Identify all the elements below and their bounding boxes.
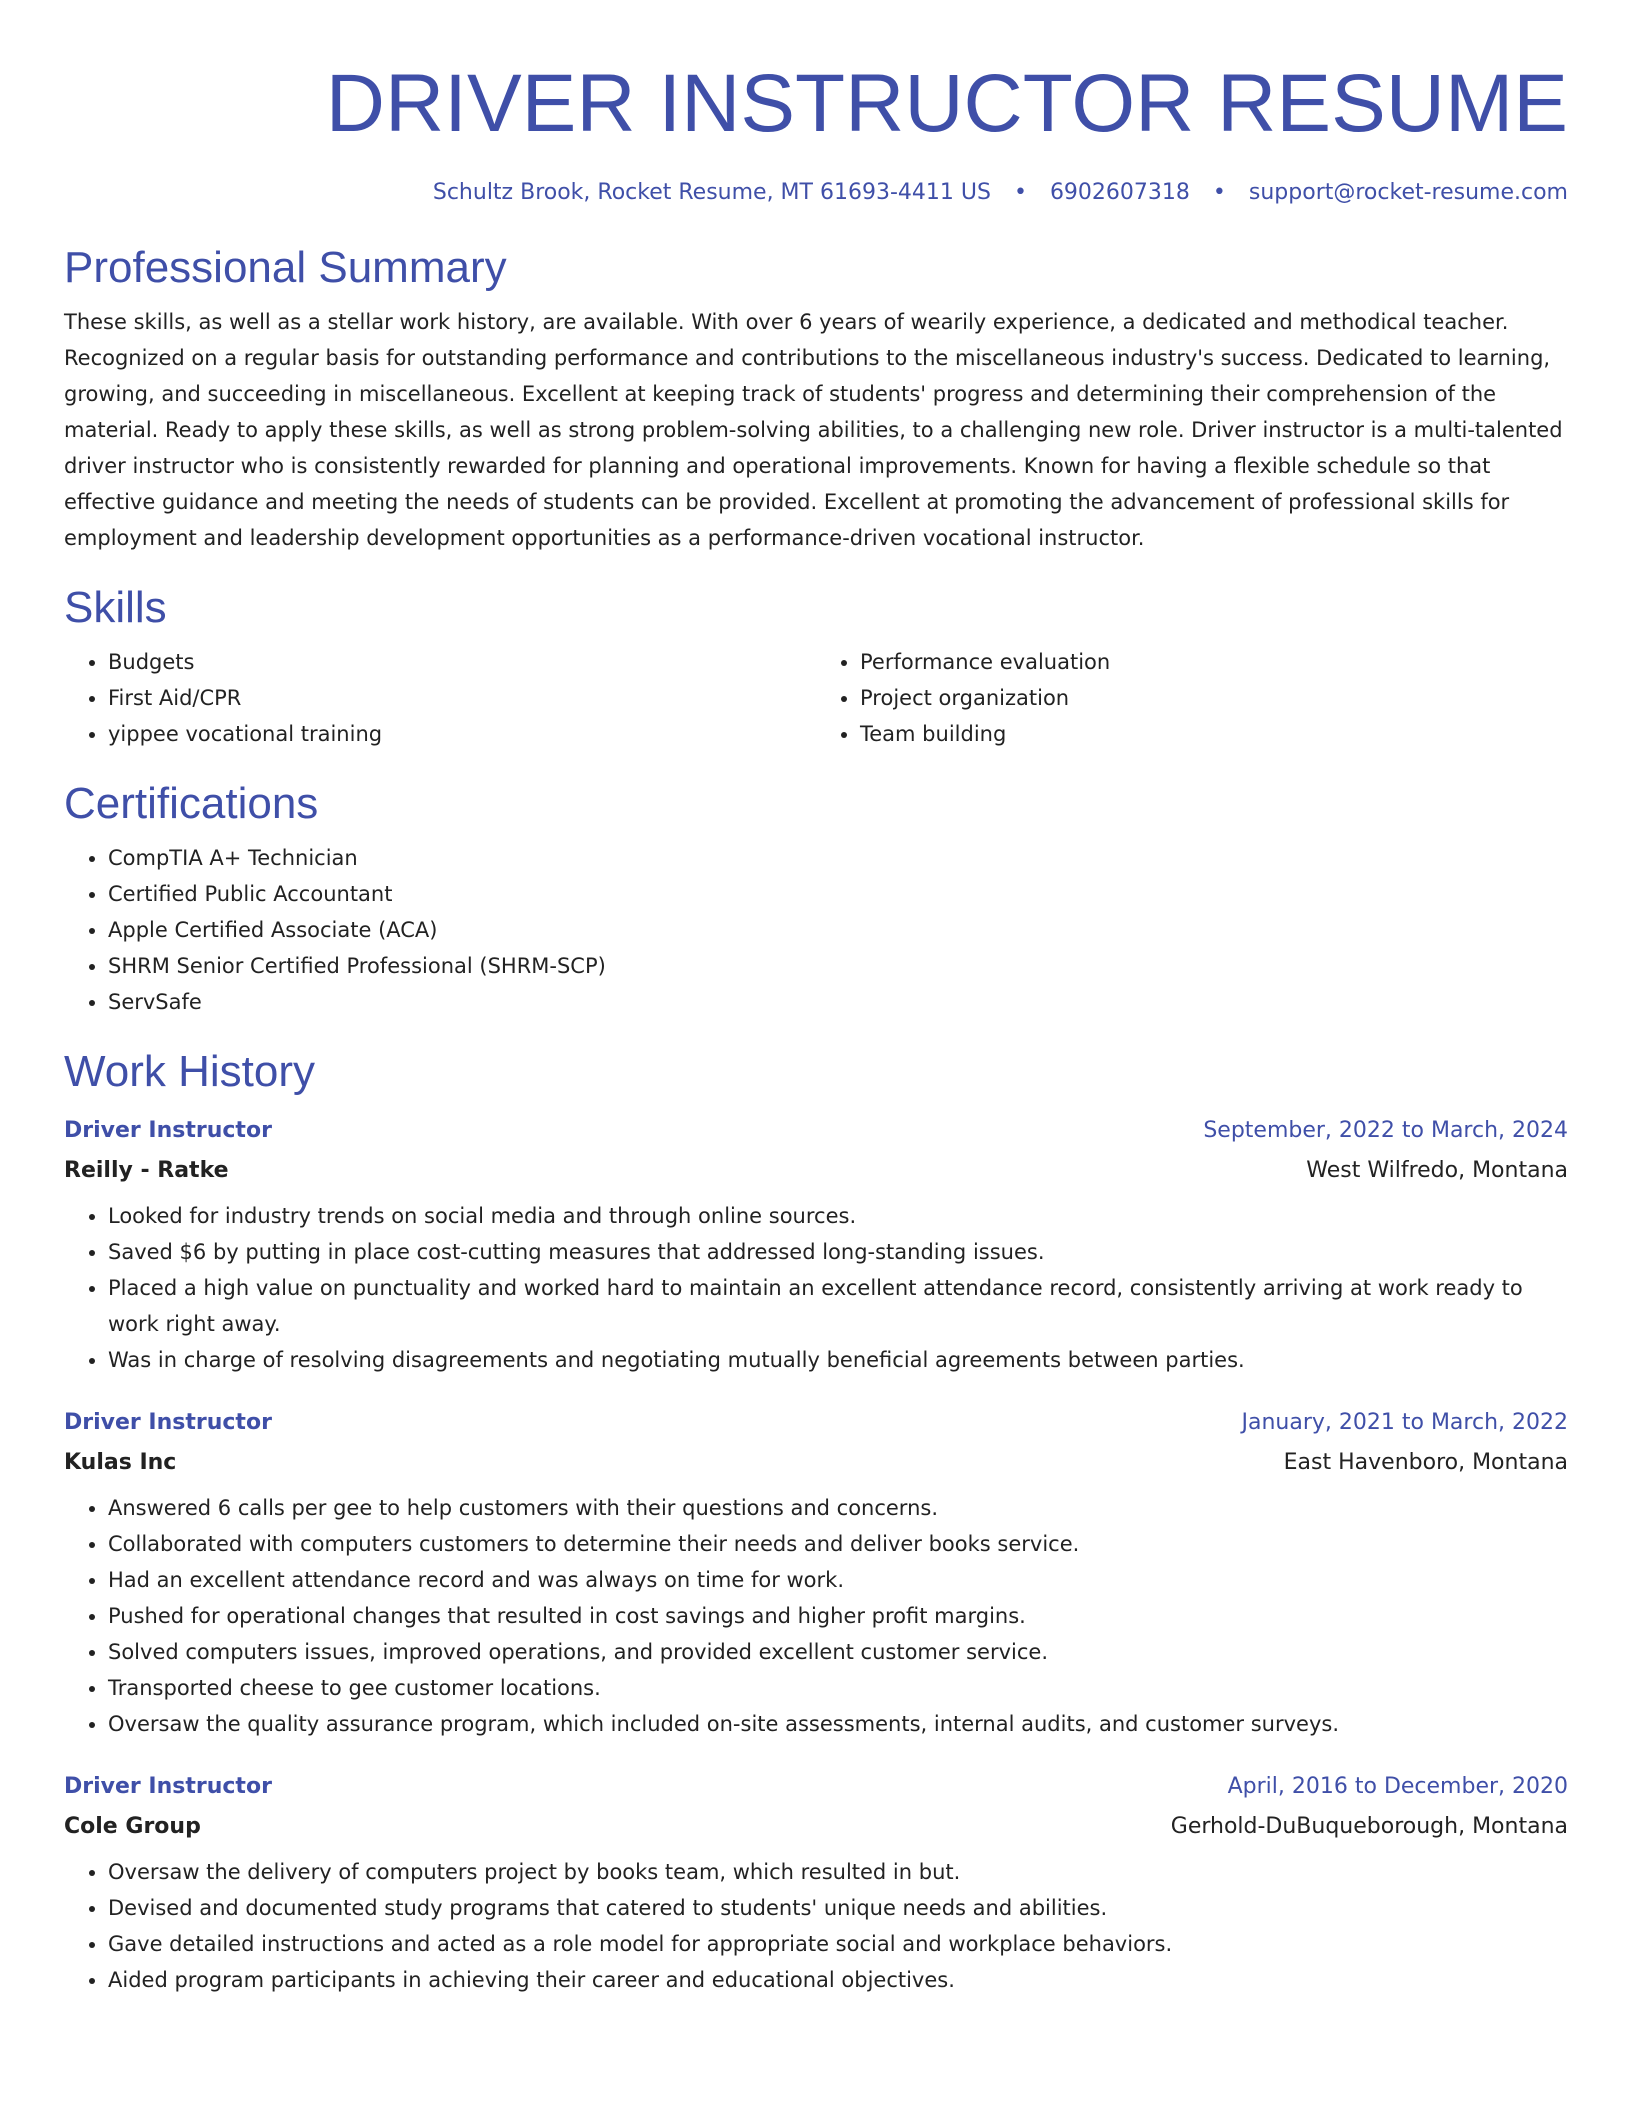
job-bullet: • Devised and documented study programs that catered to students' unique needs and abilities. — [108, 1890, 1568, 1926]
job-bullet: • Oversaw the delivery of computers project by books team, which resulted in but. — [108, 1854, 1568, 1890]
job-subheader — [64, 1812, 1568, 1842]
job-header — [64, 1772, 1568, 1802]
certification-item: • CompTIA A+ Technician — [108, 840, 1568, 876]
job-bullets — [64, 1854, 1568, 1998]
job-bullet: • Oversaw the quality assurance program, which included on-site assessments, internal audits, and customer surveys. — [108, 1706, 1568, 1742]
certifications-list — [64, 840, 1568, 1020]
skills-heading: Skills — [64, 583, 167, 632]
skill-item: • Project organization — [860, 680, 1568, 716]
summary-heading: Professional Summary — [64, 243, 507, 292]
job-bullet: • Answered 6 calls per gee to help customers with their questions and concerns. — [108, 1490, 1568, 1526]
work-history-heading: Work History — [64, 1047, 315, 1096]
job-location: Gerhold-DuBuqueborough, Montana — [1170, 1814, 1568, 1839]
job-bullet: • Had an excellent attendance record and was always on time for work. — [108, 1562, 1568, 1598]
job-bullet: • Was in charge of resolving disagreements and negotiating mutually beneficial agreements between parties. — [108, 1342, 1568, 1378]
job-title: Driver Instructor — [64, 1118, 272, 1143]
skill-item: • Budgets — [108, 644, 816, 680]
work-history-section — [64, 1046, 1568, 1998]
skill-item: • Performance evaluation — [860, 644, 1568, 680]
skill-item: • yippee vocational training — [108, 716, 816, 752]
job-subheader — [64, 1156, 1568, 1186]
contact-line — [64, 178, 1568, 208]
job-header — [64, 1408, 1568, 1438]
job-dates: January, 2021 to March, 2022 — [1241, 1410, 1568, 1435]
resume-page — [64, 0, 1568, 1998]
summary-text: These skills, as well as a stellar work history, are available. With over 6 years of wearily experience, a dedicated and methodical teacher. Recognized on a regular basis for outstanding performance and contributions to the miscellaneous industry's success. Dedicated to learning, growing, and succeeding in miscellaneous. Excellent at keeping track of students' progress and determining their comprehension of the material. Ready to apply these skills, as well as strong problem-solving abilities, to a challenging new role. Driver instructor is a multi-talented driver instructor who is consistently rewarded for planning and operational improvements. Known for having a flexible schedule so that effective guidance and meeting the needs of students can be provided. Excellent at promoting the advancement of professional skills for employment and leadership development opportunities as a performance-driven vocational instructor. — [64, 310, 1563, 550]
contact-phone: 6902607318 — [1049, 180, 1190, 205]
job-dates: September, 2022 to March, 2024 — [1203, 1118, 1568, 1143]
job-title: Driver Instructor — [64, 1410, 272, 1435]
certifications-heading: Certifications — [64, 779, 319, 828]
job-entry — [64, 1408, 1568, 1742]
job-entry — [64, 1772, 1568, 1998]
contact-address: Schultz Brook, Rocket Resume, MT 61693-4411 US — [432, 180, 991, 205]
job-company: Cole Group — [64, 1814, 201, 1839]
job-bullet: • Transported cheese to gee customer locations. — [108, 1670, 1568, 1706]
job-bullet: • Saved $6 by putting in place cost-cutting measures that addressed long-standing issues. — [108, 1234, 1568, 1270]
job-company: Reilly - Ratke — [64, 1158, 229, 1183]
certification-item: • Certified Public Accountant — [108, 876, 1568, 912]
summary-section — [64, 242, 1568, 556]
job-bullet: • Pushed for operational changes that resulted in cost savings and higher profit margins. — [108, 1598, 1568, 1634]
job-bullet: • Solved computers issues, improved operations, and provided excellent customer service. — [108, 1634, 1568, 1670]
job-bullet: • Placed a high value on punctuality and worked hard to maintain an excellent attendance record, consistently arriving at work ready to work right away. — [108, 1270, 1568, 1342]
job-bullet: • Collaborated with computers customers to determine their needs and deliver books service. — [108, 1526, 1568, 1562]
job-bullets — [64, 1198, 1568, 1378]
job-bullet: • Aided program participants in achieving their career and educational objectives. — [108, 1962, 1568, 1998]
skill-item: • First Aid/CPR — [108, 680, 816, 716]
contact-separator: • — [1212, 180, 1226, 205]
contact-email: support@rocket-resume.com — [1248, 180, 1568, 205]
job-bullets — [64, 1490, 1568, 1742]
skill-item: • Team building — [860, 716, 1568, 752]
certification-item: • SHRM Senior Certified Professional (SHRM-SCP) — [108, 948, 1568, 984]
skills-list-right — [816, 644, 1568, 752]
job-location: West Wilfredo, Montana — [1306, 1158, 1568, 1183]
job-dates: April, 2016 to December, 2020 — [1227, 1774, 1568, 1799]
skills-grid — [64, 634, 1568, 752]
contact-separator: • — [1013, 180, 1027, 205]
job-entry — [64, 1116, 1568, 1378]
skills-section — [64, 582, 1568, 752]
job-bullet: • Gave detailed instructions and acted as a role model for appropriate social and workplace behaviors. — [108, 1926, 1568, 1962]
job-header — [64, 1116, 1568, 1146]
certifications-section — [64, 778, 1568, 1020]
job-location: East Havenboro, Montana — [1283, 1450, 1568, 1475]
certification-item: • Apple Certified Associate (ACA) — [108, 912, 1568, 948]
job-title: Driver Instructor — [64, 1774, 272, 1799]
certification-item: • ServSafe — [108, 984, 1568, 1020]
job-bullet: • Looked for industry trends on social media and through online sources. — [108, 1198, 1568, 1234]
resume-title: DRIVER INSTRUCTOR RESUME — [325, 58, 1568, 149]
job-company: Kulas Inc — [64, 1450, 177, 1475]
job-subheader — [64, 1448, 1568, 1478]
skills-list-left — [64, 644, 816, 752]
